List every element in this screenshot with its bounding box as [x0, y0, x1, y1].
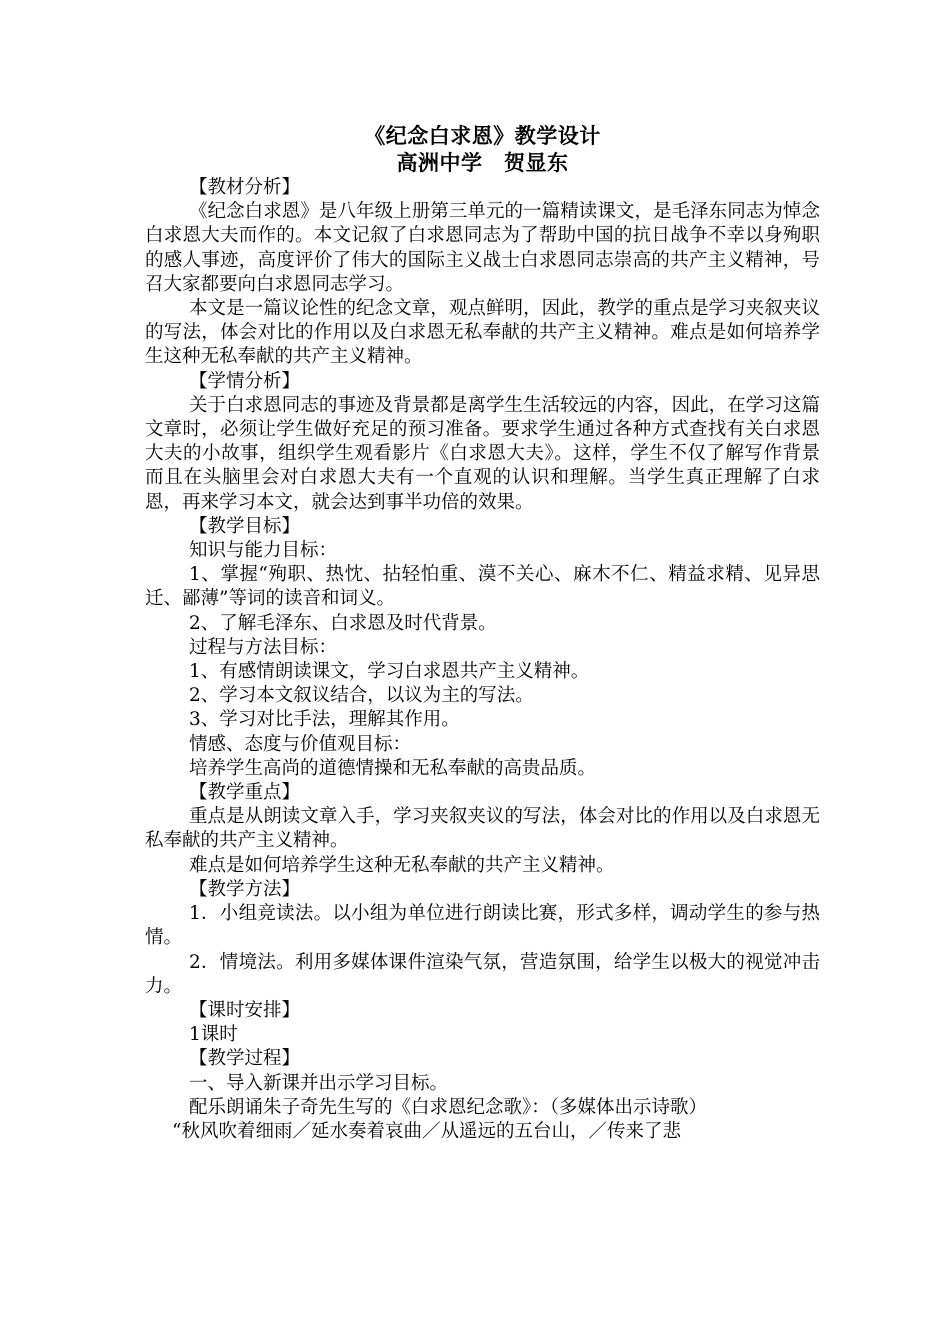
section-heading-class-schedule: 【课时安排】: [189, 999, 301, 1021]
paragraph: 1、掌握“殉职、热忱、拈轻怕重、漠不关心、麻木不仁、精益求精、见异思迁、鄙薄”等词的读音和词义。: [145, 564, 820, 610]
paragraph: 重点是从朗读文章入手，学习夹叙夹议的写法，体会对比的作用以及白求恩无私奉献的共产主义精神。: [145, 806, 820, 852]
document-author-line: 高洲中学 贺显东: [396, 150, 569, 175]
paragraph: 配乐朗诵朱子奇先生写的《白求恩纪念歌》：（多媒体出示诗歌）: [189, 1096, 708, 1118]
paragraph: 2．情境法。利用多媒体课件渲染气氛，营造氛围，给学生以极大的视觉冲击力。: [145, 951, 820, 997]
paragraph: 过程与方法目标：: [189, 636, 338, 658]
section-heading-teaching-objectives: 【教学目标】: [189, 515, 301, 537]
paragraph: 难点是如何培养学生这种无私奉献的共产主义精神。: [189, 854, 615, 876]
section-heading-student-analysis: 【学情分析】: [189, 370, 301, 392]
document-body: [145, 122, 820, 1144]
section-heading-teaching-process: 【教学过程】: [189, 1048, 301, 1070]
paragraph: 本文是一篇议论性的纪念文章，观点鲜明，因此，教学的重点是学习夹叙夹议的写法，体会对比的作用以及白求恩无私奉献的共产主义精神。难点是如何培养学生这种无私奉献的共产主义精神。: [145, 298, 820, 368]
paragraph: 情感、态度与价值观目标：: [189, 733, 412, 755]
paragraph: 《纪念白求恩》是八年级上册第三单元的一篇精读课文，是毛泽东同志为悼念白求恩大夫而作的。本文记叙了白求恩同志为了帮助中国的抗日战争不幸以身殉职的感人事迹，高度评价了伟大的国际主义战士白求恩同志崇高的共产主义精神，号召大家都要向白求恩同志学习。: [145, 201, 820, 295]
paragraph: 关于白求恩同志的事迹及背景都是离学生生活较远的内容，因此，在学习这篇文章时，必须让学生做好充足的预习准备。要求学生通过各种方式查找有关白求恩大夫的小故事，组织学生观看影片《白求恩大夫》。这样，学生不仅了解写作背景而且在头脑里会对白求恩大夫有一个直观的认识和理解。当学生真正理解了白求恩，再来学习本文，就会达到事半功倍的效果。: [145, 394, 820, 513]
section-heading-key-points: 【教学重点】: [189, 782, 301, 804]
paragraph: 1课时: [189, 1024, 238, 1046]
paragraph: 知识与能力目标：: [189, 540, 338, 562]
section-heading-teaching-methods: 【教学方法】: [189, 878, 301, 900]
paragraph: 1．小组竞读法。以小组为单位进行朗读比赛，形式多样，调动学生的参与热情。: [145, 903, 820, 949]
poem-excerpt: “秋风吹着细雨／延水奏着哀曲／从遥远的五台山，／传来了悲: [172, 1120, 681, 1142]
paragraph: 3、学习对比手法，理解其作用。: [189, 709, 460, 731]
section-heading-textbook-analysis: 【教材分析】: [189, 177, 301, 198]
paragraph: 一、导入新课并出示学习目标。: [189, 1072, 449, 1094]
paragraph: 2、了解毛泽东、白求恩及时代背景。: [189, 612, 497, 634]
paragraph: 1、有感情朗读课文，学习白求恩共产主义精神。: [189, 661, 590, 683]
document-title: 《纪念白求恩》教学设计: [364, 123, 601, 148]
paragraph: 培养学生高尚的道德情操和无私奉献的高贵品质。: [189, 757, 597, 779]
paragraph: 2、学习本文叙议结合，以议为主的写法。: [189, 685, 534, 707]
